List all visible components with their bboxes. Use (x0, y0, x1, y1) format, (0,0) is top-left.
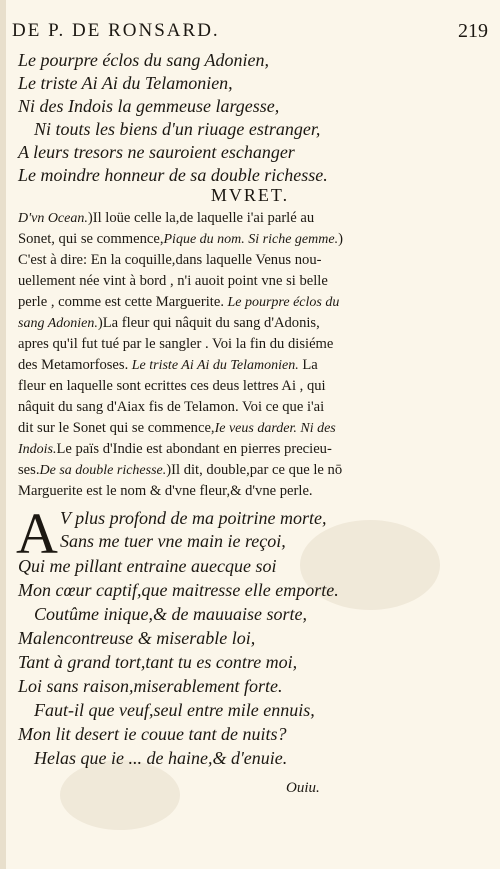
verse-line: Tant à grand tort,tant tu es contre moi, (18, 652, 298, 672)
catchword: Ouiu. (286, 780, 320, 796)
commentary-line: C'est à dire: En la coquille,dans laquelle Venus nou- (18, 252, 322, 268)
verse-line: Loi sans raison,miserablement forte. (18, 676, 283, 696)
commentary-line: nâquit du sang d'Aiax fis de Telamon. Voi ce que i'ai (18, 399, 325, 415)
commentary-line: ses.De sa double richesse.)Il dit, double,par ce que le nō (18, 462, 343, 478)
verse-line: Le pourpre éclos du sang Adonien, (18, 50, 269, 70)
paper-stain (60, 760, 180, 830)
commentary-line: D'vn Ocean.)Il loüe celle la,de laquelle i'ai parlé au (18, 210, 315, 226)
commentary-line: sang Adonien.)La fleur qui nâquit du sang d'Adonis, (18, 315, 320, 331)
commentary-line: Marguerite est le nom & d'vne fleur,& d'vne perle. (18, 483, 313, 499)
verse-line: Le moindre honneur de sa double richesse. (18, 165, 328, 185)
page-gutter (0, 0, 6, 869)
verse-line: Mon lit desert ie couue tant de nuits? (18, 724, 287, 744)
verse-line: Ni des Indois la gemmeuse largesse, (18, 96, 280, 116)
commentary-heading: MVRET. (210, 185, 290, 205)
commentary-line: fleur en laquelle sont ecrittes ces deus lettres Ai , qui (18, 378, 326, 394)
verse-line: Helas que ie ... de haine,& d'enuie. (34, 748, 288, 768)
verse-line: V plus profond de ma poitrine morte, (60, 508, 327, 528)
verse-line: A leurs tresors ne sauroient eschanger (18, 142, 295, 162)
commentary-line: Sonet, qui se commence,Pique du nom. Si riche gemme.) (18, 231, 343, 247)
commentary-line: apres qu'il fut tué par le sangler . Voi la fin du disiéme (18, 336, 334, 352)
verse-line: Sans me tuer vne main ie reçoi, (60, 531, 286, 551)
verse-line: Ni touts les biens d'un riuage estranger, (34, 119, 321, 139)
commentary-line: dit sur le Sonet qui se commence,Ie veus darder. Ni des (18, 420, 336, 436)
page-number: 219 (458, 20, 488, 42)
verse-line: Faut-il que veuf,seul entre mile ennuis, (34, 700, 315, 720)
verse-line: Qui me pillant entraine auecque soi (18, 556, 277, 576)
verse-line: Le triste Ai Ai du Telamonien, (18, 73, 233, 93)
verse-line: Malencontreuse & miserable loi, (18, 628, 256, 648)
running-title: DE P. DE RONSARD. (12, 20, 220, 41)
drop-capital: A (16, 501, 58, 566)
commentary-line: uellement née vint à bord , n'i auoit point vne si belle (18, 273, 328, 289)
commentary-line: des Metamorfoses. Le triste Ai Ai du Telamonien. La (18, 357, 318, 373)
verse-line: Mon cœur captif,que maitresse elle emporte. (18, 580, 339, 600)
verse-line: Coutûme inique,& de mauuaise sorte, (34, 604, 307, 624)
commentary-line: perle , comme est cette Marguerite. Le pourpre éclos du (18, 294, 340, 310)
page-header (0, 20, 500, 46)
commentary-line: Indois.Le païs d'Indie est abondant en pierres precieu- (18, 441, 332, 457)
